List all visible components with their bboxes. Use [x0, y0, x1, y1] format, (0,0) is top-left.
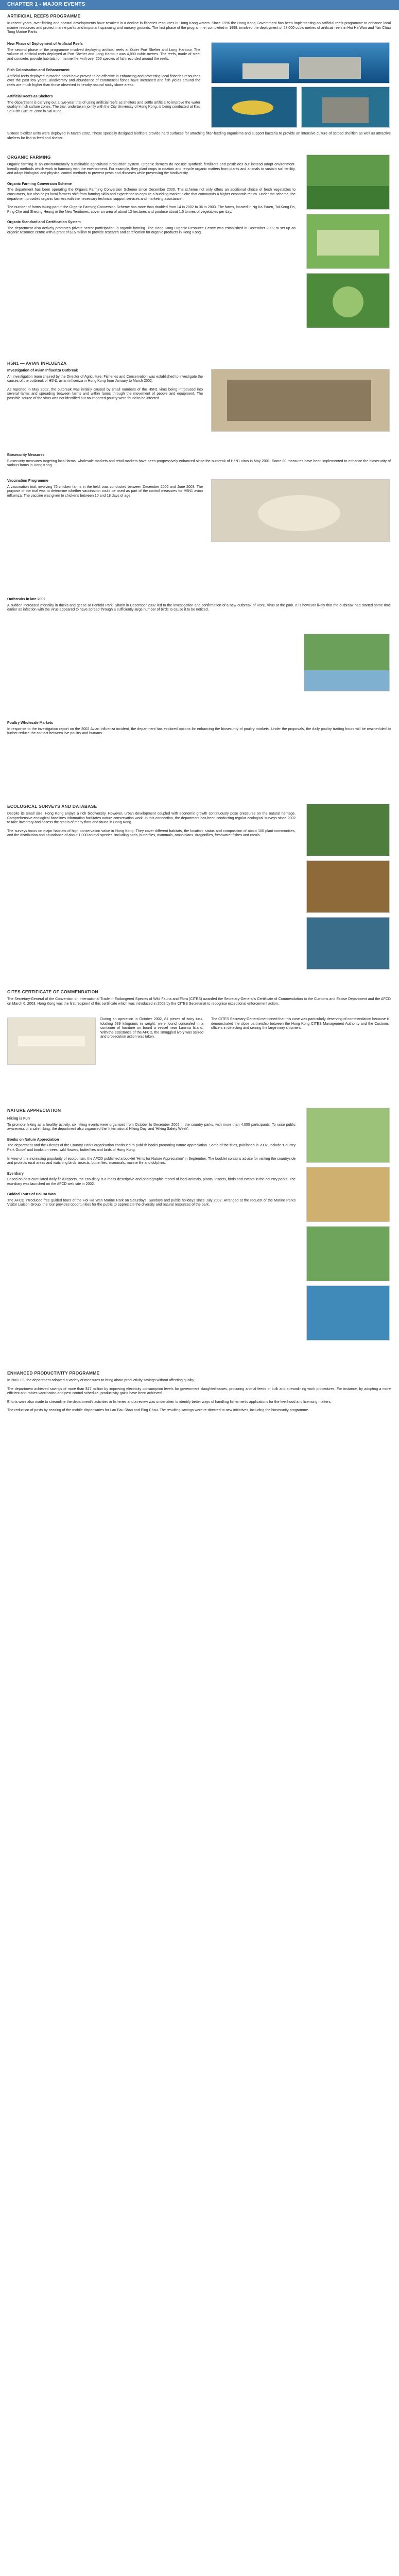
section-artificial-reefs	[7, 13, 391, 35]
paragraph: The department is carrying out a two-year trial of using artificial reefs as shelters and settle artificial to improve the water quality in fish culture zones. The trial, undertaken jointly with the City University of Hong Kong, is being conducted at Kau Sai Fish Culture Zone in Sai Kung.	[7, 100, 200, 113]
subheading: Everdiary	[7, 1172, 24, 1176]
reef-structure-photo	[301, 87, 390, 128]
farm-photo-2	[306, 214, 390, 269]
paragraph: The Secretary-General of the Convention on International Trade in Endangered Species of Wild Fauna and Flora (CITES) awarded the Secretary-General's Certificate of Commendation to the Customs and Excise Department and the AFCD on March 6, 2003. Hong Kong was the first recipient of this certificate which was introduced in 2002 by the CITES Secretariat to recognise exceptional enforcement action.	[7, 997, 391, 1006]
subheading: Books on Nature Appreciation	[7, 1138, 59, 1142]
paragraph: The second phase of the programme involved deploying artificial reefs at Outer Port Shelter and Long Harbour. The volume of artificial reefs deployed at Port Shelter and Long Harbour was 4,800 cubic metres. The reefs, made of steel and concrete, provide habitats for marine life, with over 200 species of fish recorded around the reefs.	[7, 48, 200, 61]
paragraph: The department also actively promotes private sector participation in organic farming. The Hong Kong Organic Resource Centre was established in December 2002 to set up an organic resource centre with a grant of $16 million to provide research and certification for organic products in Hong Kong.	[7, 226, 296, 235]
survey-photo-2	[306, 860, 390, 913]
section-title: CITES CERTIFICATE OF COMMENDATION	[7, 989, 98, 994]
subheading: Outbreaks in late 2002	[7, 598, 46, 601]
reef-photo	[211, 42, 390, 83]
section-title: H5N1 — AVIAN INFLUENZA	[7, 361, 67, 366]
vaccination-block	[7, 479, 203, 498]
farm-photo-3	[306, 273, 390, 328]
outbreak-block	[7, 598, 391, 613]
paragraph: The number of farms taking part in the Organic Farming Conversion Scheme has more than doubled from 14 in 2002 to 36 in 2003. The farms, located in Ng Ka Tsuen, Tai Kong Po, Ping Che and Sheung Heung in the New Territories, cover an area of about 13 hectares and produce about 1.5 tonnes of vegetables per day.	[7, 206, 296, 214]
farm-photo-1	[306, 155, 390, 210]
paragraph: To promote hiking as a healthy activity, six hiking events were organised from October to December 2002 in the country parks, with more than 4,000 participants. To raise public awareness of a safe hiking, the department also organised the 'International Hiking Day' and 'Hiking Safety Week'.	[7, 1123, 296, 1131]
cites-column-1	[100, 1018, 203, 1040]
subheading: Biosecurity Measures	[7, 453, 45, 457]
section-title: ARTIFICIAL REEFS PROGRAMME	[7, 13, 81, 19]
subheading: Vaccination Programme	[7, 479, 48, 483]
subheading: Organic Farming Conversion Scheme	[7, 182, 72, 186]
section-organic-farming	[7, 155, 296, 235]
cites-column-2	[211, 1018, 389, 1031]
paragraph: The CITES Secretary-General mentioned that this case was particularly deserving of commendation because it demonstrated the close partnership between the Hong Kong CITES Management Authority and the Customs officers in detecting and seizing the large ivory shipment.	[211, 1018, 389, 1030]
subheading: Poultry Wholesale Markets	[7, 721, 54, 725]
poultry-market-photo	[211, 369, 390, 432]
biosecurity-block	[7, 453, 391, 468]
subheading: Fish Colonisation and Enhancement	[7, 69, 70, 73]
paragraph: The department and the Friends of the Country Parks organisation continued to publish books promoting nature appreciation. Some of the titles, published in 2002, include 'Country Park Guide' and books on trees, wild flowers, butterflies and birds of Hong Kong.	[7, 1144, 296, 1153]
ivory-seizure-photo	[7, 1018, 96, 1065]
vaccination-photo	[211, 479, 390, 542]
subheading: Investigation of Avian Influenza Outbreak	[7, 369, 78, 372]
paragraph: In 2002-03, the department adopted a variety of measures to bring about productivity savings without affecting quality.	[7, 1379, 195, 1383]
paragraph: The surveys focus on major habitats of high conservation value in Hong Kong. They cover different habitats, the location, status and composition of about 100 plant communities, and the distribution and abundance of about 1,000 animal species, including birds, butterflies, mammals, amphibians, dragonflies, freshwater fishes and corals.	[7, 829, 296, 838]
survey-photo-3	[306, 917, 390, 970]
section-cites	[7, 989, 391, 1006]
section-nature-appreciation	[7, 1108, 296, 1208]
section-title: ORGANIC FARMING	[7, 155, 51, 160]
section-productivity	[7, 1370, 391, 1413]
penfold-park-photo	[304, 634, 390, 691]
paragraph: Based on past cumulated daily field reports, the eco-diary is a mass descriptive and photographic record of local animals, plants, insects, birds and events in the country parks. The eco-diary was launched on the AFCD web site in 2002.	[7, 1178, 296, 1186]
paragraph: Despite its small size, Hong Kong enjoys a rich biodiversity. However, urban development coupled with economic growth continuously pose pressures on the natural heritage. Comprehensive ecological baselines information facilitates nature conservation work. In this connection, the department has been conducting regular ecological surveys since 2002 to take inventory and assess the status of many flora and fauna in Hong Kong.	[7, 812, 296, 825]
section-title: NATURE APPRECIATION	[7, 1108, 61, 1113]
paragraph: The AFCD introduced free guided tours of the Hoi Ha Wan Marine Park on Saturdays, Sundays and public holidays since July 2002. Arranged at the request of the Marine Parks Visitor Liaison Group, the tour provides opportunities for the public to appreciate the diversity and natural resources of the park.	[7, 1198, 296, 1207]
chapter-header	[0, 0, 399, 10]
paragraph: Artificial reefs deployed in marine parks have proved to be effective in enhancing and protecting local fisheries resources over the past few years. Biodiversity and abundance of commercial fishes have increased and fish yields around the reefs are much higher than those observed in nearby natural rocky shore areas.	[7, 74, 200, 87]
section-title: ECOLOGICAL SURVEYS AND DATABASE	[7, 804, 97, 809]
subheading: Artificial Reefs as Shelters	[7, 95, 53, 99]
column-left	[7, 369, 203, 401]
survey-photo-1	[306, 804, 390, 856]
hiking-photo	[306, 1108, 390, 1163]
section-ecological-surveys	[7, 804, 296, 838]
section-avian-influenza	[7, 361, 391, 366]
books-photo	[306, 1167, 390, 1222]
paragraph: During an operation in October 2002, 81 pieces of ivory tusk, totalling 639 kilograms in weight, were found concealed in a container of furniture on board a vessel near Lamma Island. With the assistance of the AFCD, the smuggled ivory was seized and prosecution action was taken.	[100, 1018, 203, 1039]
section-title: ENHANCED PRODUCTIVITY PROGRAMME	[7, 1370, 100, 1376]
subheading: New Phase of Deployment of Artificial Reefs	[7, 42, 83, 46]
paragraph: In view of the increasing popularity of ecotourism, the AFCD published a booklet 'Hints for Nature Appreciation' in September. The booklet contains advice for visiting the countryside and protects rural areas and watching birds, insects, butterflies, mammals, marine life and dolphins.	[7, 1157, 296, 1165]
paragraph: A sudden increased mortality in ducks and geese at Penfold Park, Shatin in December 2002 led to the investigation and confirmation of a new outbreak of H5N1 virus at the park. It is however likely that the outbreak had started some time earlier as infection with the virus appeared to have spread through a sufficiently large number of birds to cause it to be noticed.	[7, 603, 391, 612]
chapter-title: CHAPTER 1 - MAJOR EVENTS	[7, 2, 85, 7]
paragraph: Sixteen biofilter units were deployed in March 2002. These specially designed biofilters provide hard surfaces for attaching filter-feeding organisms and support bacteria to provide an intensive culture of settled shellfish as well as attractive shelters for fish to feed and shelter.	[7, 132, 391, 140]
column-left	[7, 42, 200, 114]
wholesale-block	[7, 721, 391, 736]
paragraph: The department achieved savings of more than $17 million by improving electricity consumption levels for government slaughterhouses, procuring animal feeds in bulk and streamlining work procedures. For instance, by adopting a more efficient anti-rabies vaccination and pest control schedule, productivity gains have been achieved.	[7, 1387, 391, 1396]
paragraph: As reported in May 2002, the outbreak was initially caused by small numbers of the H5N1 virus being introduced into several farms and spreading between farms and within farms through the movement of people and equipment. The possible source of the virus was not identified but no imported poultry were found to be infected.	[7, 387, 203, 400]
paragraph: Biosecurity measures targeting local farms, wholesale markets and retail markets have been progressively enhanced since the outbreak of H5N1 virus in May 2001. Some 80 measures have been implemented to enhance the biosecurity of various farms in Hong Kong.	[7, 459, 391, 468]
paragraph: In recent years, over fishing and coastal developments have resulted in a decline in fisheries resources in Hong Kong waters. Since 1996 the Hong Kong Government has been implementing an artificial reefs programme to enhance local marine resources and protect marine parks and important spawning and nursery grounds. The first phase of the programme, completed in 1998, involved the deployment of 28,000 cubic metres of artificial reefs in Hoi Ha Wan and Yan Chau Tong Marine Parks.	[7, 22, 391, 35]
section-reefs-more	[7, 132, 391, 141]
paragraph: The reduction of posts by ceasing of the mobile dispensaries for Lau Fau Shan and Ping Chau. The resulting savings were re-directed to new initiatives, including the biosecurity programme.	[7, 1409, 309, 1413]
subheading: Guided Tours of Hoi Ha Wan	[7, 1193, 56, 1197]
paragraph: A vaccination trial, involving 76 chicken farms in the field, was conducted between December 2002 and June 2003. The purpose of the trial was to determine whether vaccination could be used as part of the control measures for H5N1 avian influenza. The vaccine was given to chickens between 10 and 18 days of age.	[7, 485, 203, 498]
fish-photo	[211, 87, 297, 128]
eco-diary-photo	[306, 1226, 390, 1281]
subheading: Organic Standard and Certification System	[7, 221, 81, 225]
paragraph: An investigation team chaired by the Director of Agriculture, Fisheries and Conservation was established to investigate the causes of the outbreak of H5N1 avian influenza in Hong Kong from January to March 2002.	[7, 375, 203, 383]
paragraph: Organic farming is an environmentally sustainable agricultural production system. Organic farmers do not use synthetic fertilizers and pesticides but instead adopt environment-friendly methods which work in harmony with the environment. For example, they plant crops in rotation and recycle organic matters from plants and animals to sustain soil fertility, and adopt biological and physical control methods to prevent pests and diseases while preserving the biodiversity.	[7, 163, 296, 176]
paragraph: Efforts were also made to streamline the department's activities in fisheries and a review was undertaken to identify better ways of handling fishermen's applications for the livelihood and licensing matters.	[7, 1400, 332, 1404]
subheading: Hiking is Fun	[7, 1117, 30, 1121]
hoi-ha-wan-photo	[306, 1285, 390, 1341]
paragraph: In response to the investigation report on the 2002 Avian Influenza incident, the department has explored options for enhancing the biosecurity of poultry markets. Under the proposals, the daily poultry trading hours will be rescheduled to further reduce the contact between live poultry and humans.	[7, 727, 391, 736]
paragraph: The department has been operating the Organic Farming Conversion Scheme since December 2000. The scheme not only offers an additional choice of fresh vegetables to consumers, but also helps local farmers shift from farming skills and experience to capture a budding market niche that commands a higher economic return. Under the scheme, the department provided organic farmers with the necessary technical support services and marketing assistance.	[7, 188, 296, 201]
